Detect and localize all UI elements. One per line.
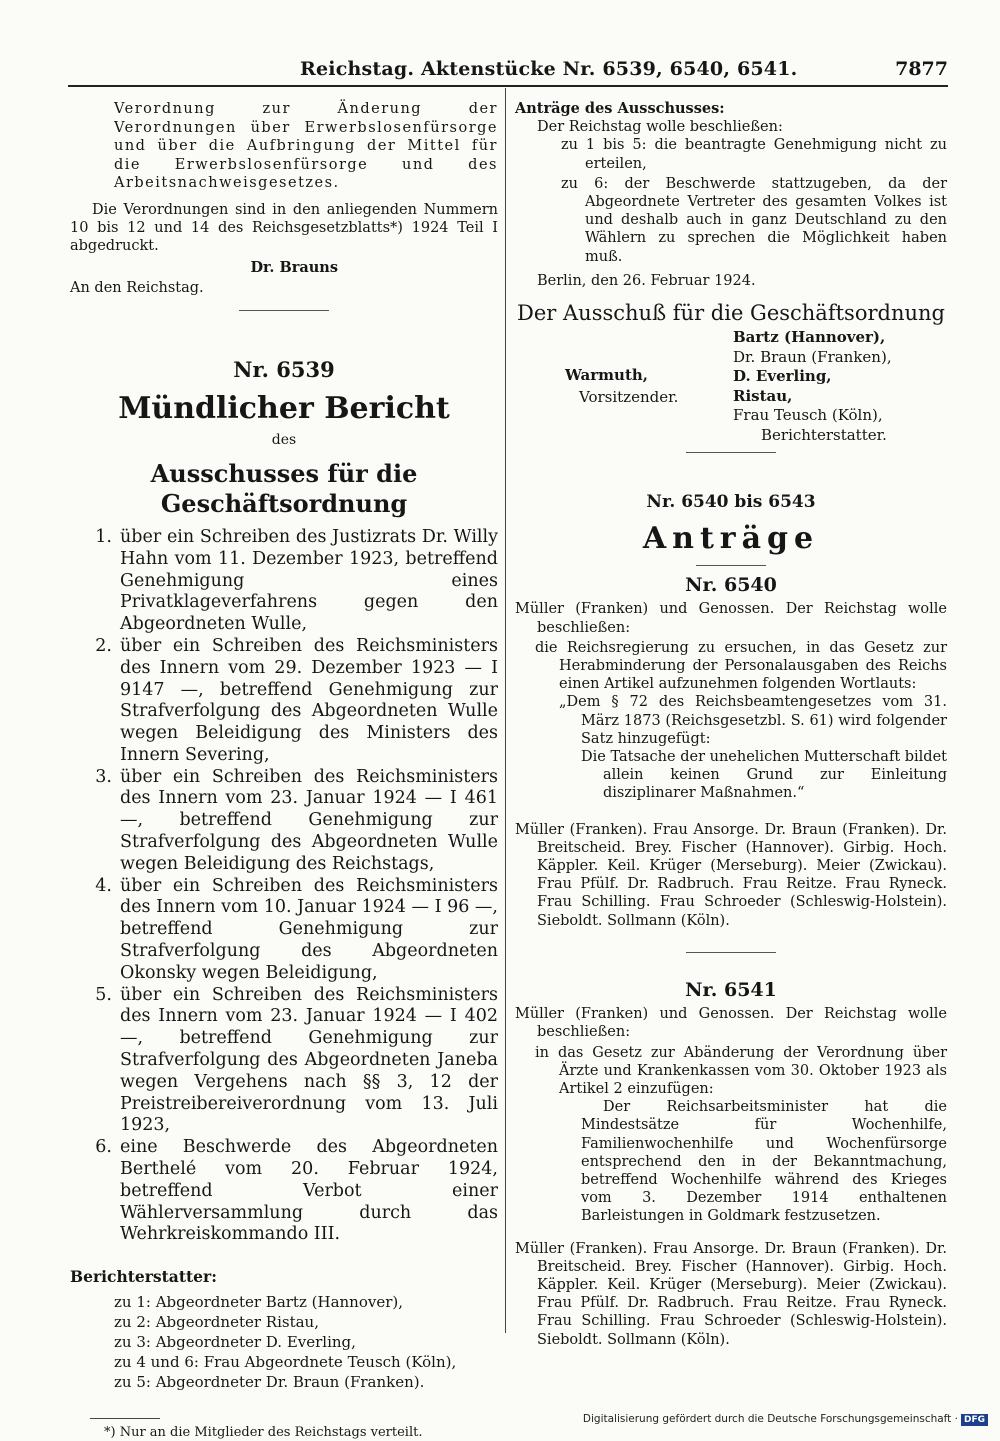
signatory: Dr. Braun (Franken), [733, 347, 892, 366]
separator-rule [686, 452, 776, 453]
digitization-credit [583, 1413, 988, 1426]
motions-heading: Anträge des Ausschusses: [515, 100, 725, 117]
reporter-line: zu 2: Abgeordneter Ristau, [114, 1313, 319, 1332]
signatories [733, 328, 947, 445]
motion-6541-article: Der Reichsarbeitsminister hat die Mindestsätze für Wochenhilfe, Familienwochenhilfe und Wochenfürsorge entsprechend den in der Bekanntmachung, betreffend Wochenhilfe während des Krieges vom 3. Dezember 1914 enthaltenen Barleistungen in Goldmark festzusetzen. [581, 1099, 947, 1225]
reporters-list [70, 1292, 498, 1392]
range-heading: Nr. 6540 bis 6543 [646, 492, 816, 513]
chair-role: Vorsitzender. [579, 387, 679, 406]
antraege-title: Anträge [642, 521, 820, 557]
list-item: 4. über ein Schreiben des Reichsministers des Innern vom 10. Januar 1924 — I 96 —, betreffend Genehmigung zur Strafverfolgung des Abgeordneten Okonsky wegen Beleidigung, [95, 875, 498, 983]
motions-intro: Der Reichstag wolle beschließen: [537, 119, 783, 136]
reporter-line: zu 4 und 6: Frau Abgeordnete Teusch (Köln), [114, 1353, 457, 1372]
doc-subtitle: Ausschusses für die Geschäftsordnung [150, 458, 418, 518]
signatory: Bartz (Hannover), [733, 328, 886, 347]
reporter-line: zu 5: Abgeordneter Dr. Braun (Franken). [114, 1373, 425, 1392]
doc-number-6541: Nr. 6541 [685, 978, 777, 1001]
footnote-rule [90, 1418, 160, 1419]
signatory: D. Everling, [733, 367, 832, 386]
motion-6541-intro: Müller (Franken) und Genossen. Der Reichstag wolle beschließen: [515, 1006, 947, 1041]
place-date: Berlin, den 26. Februar 1924. [537, 272, 756, 289]
title-rule [696, 565, 766, 566]
signers-6541: Müller (Franken). Frau Ansorge. Dr. Braun (Franken). Dr. Breitscheid. Brey. Fischer (Hannover). Girbig. Hoch. Käppler. Keil. Krüger (Merseburg). Meier (Zwickau). Frau Pfülf. Dr. Radbruch. Frau Reitze. Frau Ryneck. Frau Schilling. Frau Schroeder (Schleswig-Holstein). Sieboldt. Sollmann (Köln). [515, 1240, 947, 1348]
signatory: Ristau, [733, 386, 793, 405]
doc-number-6540: Nr. 6540 [685, 574, 777, 597]
left-column [70, 100, 498, 1441]
separator-rule [239, 310, 329, 311]
header-title: Reichstag. Aktenstücke Nr. 6539, 6540, 6541. [300, 58, 798, 80]
chair-name: Warmuth, [565, 366, 648, 385]
reporter-line: zu 1: Abgeordneter Bartz (Hannover), [114, 1293, 403, 1312]
signature-brauns: Dr. Brauns [250, 259, 338, 277]
page-header [68, 56, 948, 84]
signatory-role: Berichterstatter. [761, 425, 887, 444]
committee-name: Der Ausschuß für die Geschäftsordnung [517, 301, 945, 326]
recipient: An den Reichstag. [70, 280, 204, 297]
doc-number-6539: Nr. 6539 [233, 356, 335, 382]
motion-1: zu 1 bis 5: die beantragte Genehmigung nicht zu erteilen, [561, 137, 947, 172]
motion-6540-text: die Reichsregierung zu ersuchen, in das Gesetz zur Herabminderung der Personalausgaben des Reichs einen Artikel aufzunehmen folgenden Wortlauts: [535, 639, 947, 693]
header-rule [68, 85, 948, 87]
doc-des: des [271, 431, 297, 448]
credit-text: Digitalisierung gefördert durch die Deutsche Forschungsgemeinschaft · [582, 1413, 958, 1425]
list-item: 3. über ein Schreiben des Reichsministers des Innern vom 23. Januar 1924 — I 461 —, betreffend Genehmigung zur Strafverfolgung des Abgeordneten Wulle wegen Beleidigung des Reichstags, [95, 766, 498, 874]
list-item: 5. über ein Schreiben des Reichsministers des Innern vom 23. Januar 1924 — I 402 —, betreffend Genehmigung zur Strafverfolgung des Abgeordneten Janeba wegen Vergehens nach §§ 3, 12 der Preistreibereiverordnung vom 13. Juli 1923, [95, 984, 498, 1136]
chair [565, 366, 725, 407]
list-item: 6. eine Beschwerde des Abgeordneten Berthelé vom 20. Februar 1924, betreffend Verbot einer Wählerversammlung durch das Wehrkreiskommando III. [95, 1137, 498, 1245]
motion-6540-intro: Müller (Franken) und Genossen. Der Reichstag wolle beschließen: [515, 601, 947, 636]
intro-title: Verordnung zur Änderung der Verordnungen über Erwerbslosenfürsorge und über die Aufbringung der Mittel für die Erwerbslosenfürsorge und des Arbeitsnachweisgesetzes. [114, 101, 498, 191]
motion-6540-sentence: Die Tatsache der unehelichen Mutterschaft bildet allein keinen Grund zur Einleitung disziplinarer Maßnahmen.“ [581, 749, 947, 802]
doc-title: Mündlicher Bericht [118, 390, 450, 426]
right-column [515, 100, 947, 1349]
items-list [70, 527, 498, 1246]
page-number: 7877 [895, 58, 948, 80]
column-divider [505, 88, 506, 1333]
intro-text: Die Verordnungen sind in den anliegenden Nummern 10 bis 12 und 14 des Reichsgesetzblatts*) 1924 Teil I abgedruckt. [70, 201, 498, 254]
motion-6541-text: in das Gesetz zur Abänderung der Verordnung über Ärzte und Krankenkassen vom 30. Oktober 1923 als Artikel 2 einzufügen: [535, 1044, 947, 1097]
motion-2: zu 6: der Beschwerde stattzugeben, da der Abgeordnete Vertreter des gesamten Volkes ist und deshalb auch in ganz Deutschland zu den Wählern zu sprechen die Möglichkeit haben muß. [561, 175, 947, 265]
signature-block [515, 328, 947, 444]
list-item: 2. über ein Schreiben des Reichsministers des Innern vom 29. Dezember 1923 — I 9147 —, betreffend Genehmigung zur Strafverfolgung des Abgeordneten Wulle wegen Beleidigung des Ministers des Innern Severing, [95, 635, 498, 765]
footnote: *) Nur an die Mitglieder des Reichstags verteilt. [104, 1425, 423, 1441]
signatory: Frau Teusch (Köln), [733, 406, 883, 425]
reporter-line: zu 3: Abgeordneter D. Everling, [114, 1333, 356, 1352]
reporters-heading: Berichterstatter: [70, 1267, 217, 1287]
separator-rule [686, 952, 776, 953]
dfg-logo: DFG [961, 1414, 988, 1426]
signers-6540: Müller (Franken). Frau Ansorge. Dr. Braun (Franken). Dr. Breitscheid. Brey. Fischer (Hannover). Girbig. Hoch. Käppler. Keil. Krüger (Merseburg). Meier (Zwickau). Frau Pfülf. Dr. Radbruch. Frau Reitze. Frau Ryneck. Frau Schilling. Frau Schroeder (Schleswig-Holstein). Sieboldt. Sollmann (Köln). [515, 821, 947, 929]
list-item: 1. über ein Schreiben des Justizrats Dr. Willy Hahn vom 11. Dezember 1923, betreffend Genehmigung eines Privatklageverfahrens gegen den Abgeordneten Wulle, [95, 526, 498, 635]
motion-6540-quote: „Dem § 72 des Reichsbeamtengesetzes vom 31. März 1873 (Reichsgesetzbl. S. 61) wird folgender Satz hinzugefügt: [559, 694, 947, 747]
